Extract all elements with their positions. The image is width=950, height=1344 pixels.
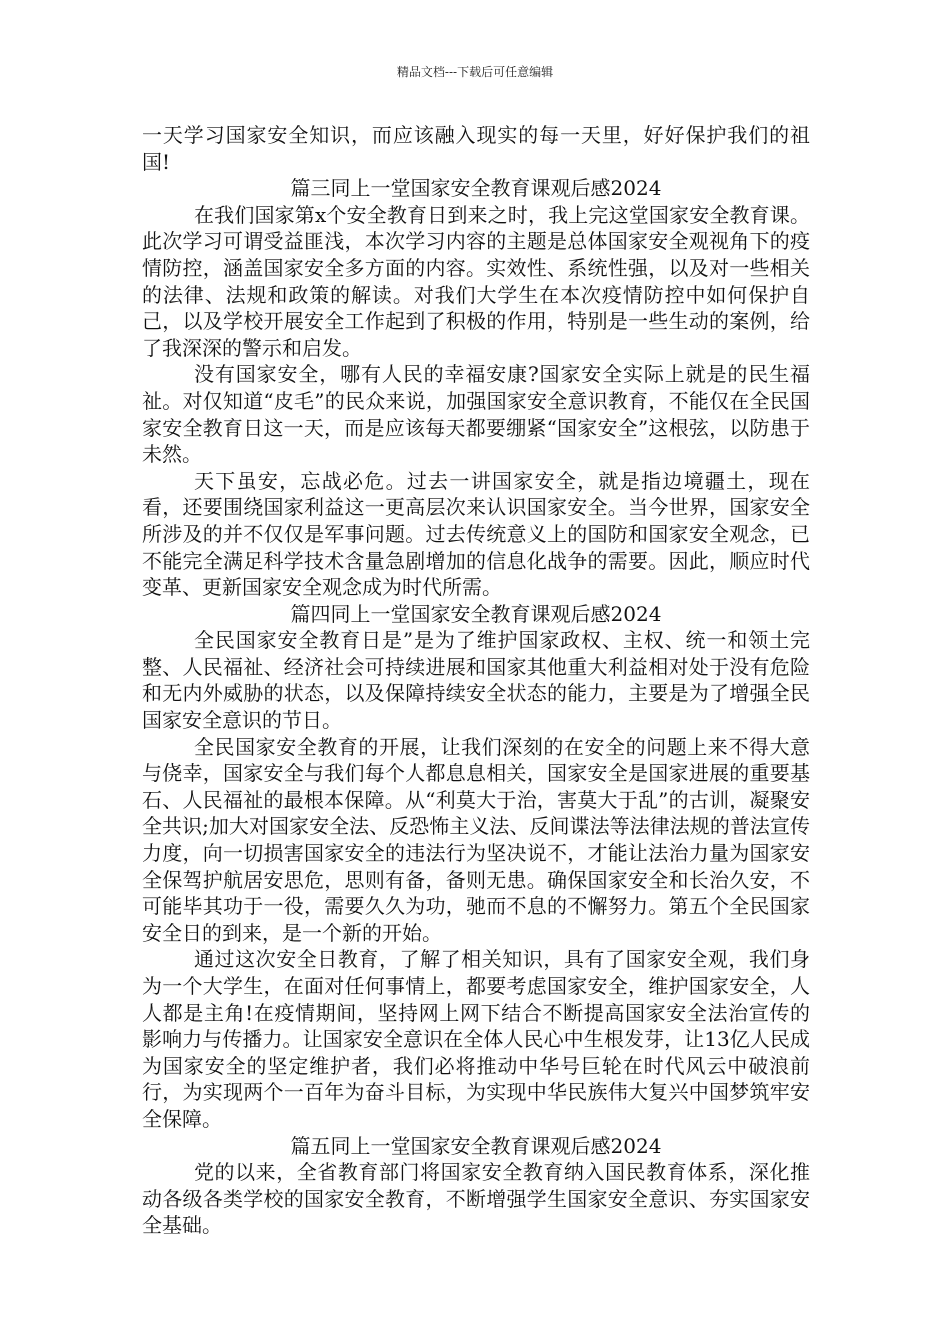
section-title-5: 篇五同上一堂国家安全教育课观后感2024 — [290, 1133, 662, 1158]
paragraph: 没有国家安全，哪有人民的幸福安康?国家安全实际上就是的民生福祉。对仅知道“皮毛”的民众来说，加强国家安全意识教育，不能仅在全民国家安全教育日这一天，而是应该每天都要绷紧“国家安全”这根弦，以防患于未然。 — [142, 362, 810, 467]
continued-paragraph: 一天学习国家安全知识，而应该融入现实的每一天里，好好保护我们的祖国! — [142, 123, 810, 174]
paragraph: 天下虽安，忘战必危。过去一讲国家安全，就是指边境疆土，现在看，还要围绕国家利益这一更高层次来认识国家安全。当今世界，国家安全所涉及的并不仅仅是军事问题。过去传统意义上的国防和国家安全观念，已不能完全满足科学技术含量急剧增加的信息化战争的需要。因此，顺应时代变革、更新国家安全观念成为时代所需。 — [142, 468, 810, 600]
paragraph: 党的以来，全省教育部门将国家安全教育纳入国民教育体系，深化推动各级各类学校的国家安全教育，不断增强学生国家安全意识、夯实国家安全基础。 — [142, 1160, 810, 1238]
page-header: 精品文档---下载后可任意编辑 — [396, 65, 554, 79]
paragraph: 全民国家安全教育日是”是为了维护国家政权、主权、统一和领土完整、人民福祉、经济社会可持续进展和国家其他重大利益相对处于没有危险和无内外威胁的状态，以及保障持续安全状态的能力，主要是为了增强全民国家安全意识的节日。 — [142, 628, 810, 733]
paragraph: 通过这次安全日教育，了解了相关知识，具有了国家安全观，我们身为一个大学生，在面对任何事情上，都要考虑国家安全，维护国家安全，人人都是主角!在疫情期间，坚持网上网下结合不断提高国家安全法治宣传的影响力与传播力。让国家安全意识在全体人民心中生根发芽，让13亿人民成为国家安全的坚定维护者，我们必将推动中华号巨轮在时代风云中破浪前行，为实现两个一百年为奋斗目标，为实现中华民族伟大复兴中国梦筑牢安全保障。 — [142, 947, 810, 1131]
paragraph: 在我们国家第x个安全教育日到来之时，我上完这堂国家安全教育课。此次学习可谓受益匪浅，本次学习内容的主题是总体国家安全观视角下的疫情防控，涵盖国家安全多方面的内容。实效性、系统性强，以及对一些相关的法律、法规和政策的解读。对我们大学生在本次疫情防控中如何保护自己，以及学校开展安全工作起到了积极的作用，特别是一些生动的案例，给了我深深的警示和启发。 — [142, 202, 810, 360]
section-title-4: 篇四同上一堂国家安全教育课观后感2024 — [290, 601, 662, 626]
paragraph: 全民国家安全教育的开展，让我们深刻的在安全的问题上来不得大意与侥幸，国家安全与我们每个人都息息相关，国家安全是国家进展的重要基石、人民福祉的最根本保障。从“利莫大于治，害莫大于乱”的古训，凝聚安全共识;加大对国家安全法、反恐怖主义法、反间谍法等法律法规的普法宣传力度，向一切损害国家安全的违法行为坚决说不，才能让法治力量为国家安全保驾护航居安思危，思则有备，备则无患。确保国家安全和长治久安，不可能毕其功于一役，需要久久为功，驰而不息的不懈努力。第五个全民国家安全日的到来，是一个新的开始。 — [142, 734, 810, 945]
section-title-3: 篇三同上一堂国家安全教育课观后感2024 — [290, 176, 662, 201]
document-body — [142, 122, 810, 1239]
